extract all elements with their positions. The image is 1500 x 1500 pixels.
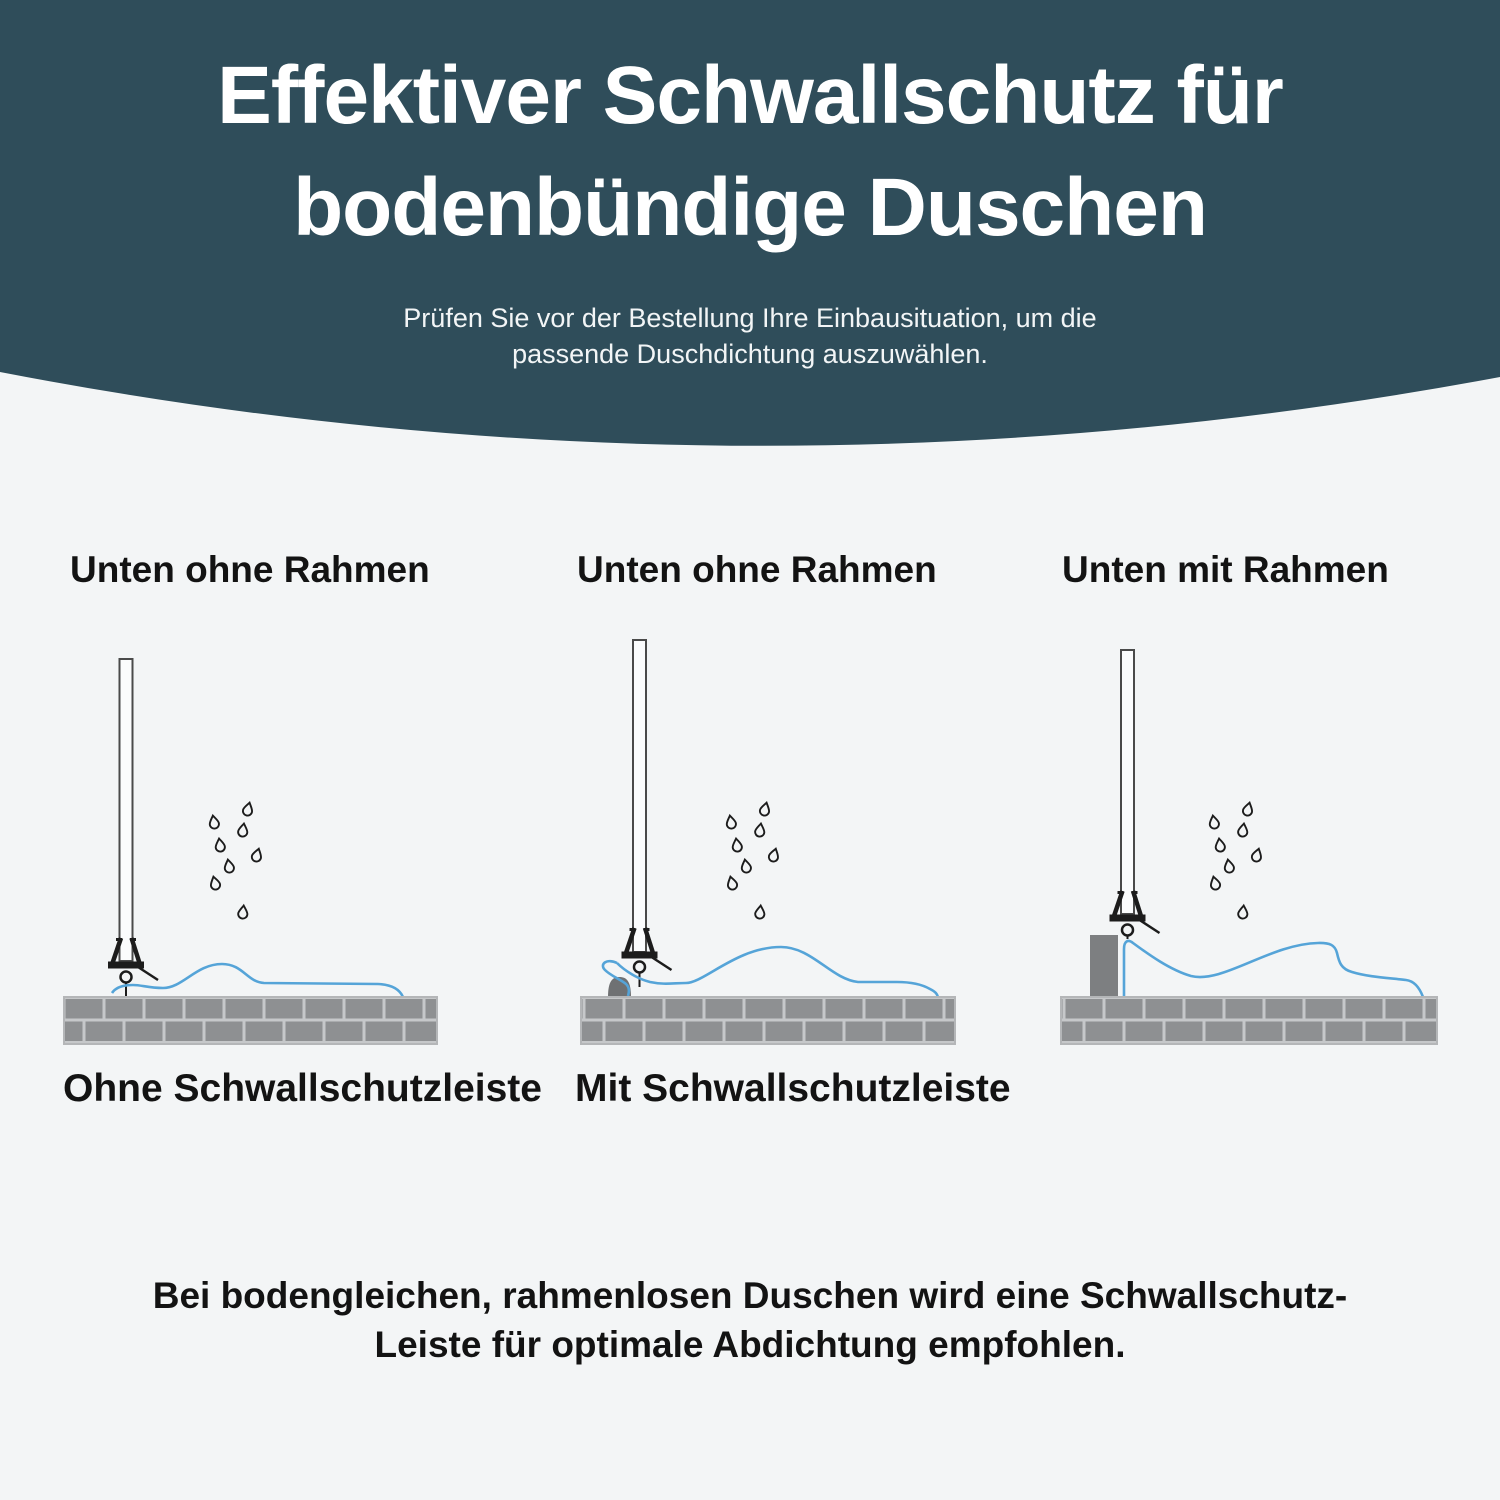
glass-panel bbox=[120, 659, 133, 961]
brick-floor bbox=[64, 997, 437, 1044]
diagram-1-label: Unten ohne Rahmen bbox=[70, 549, 430, 590]
footer-recommendation bbox=[0, 1272, 1500, 1370]
water-line bbox=[1124, 941, 1423, 997]
diagram-with-schwallschutzleiste bbox=[581, 640, 955, 1044]
diagram-1-caption: Ohne Schwallschutzleiste bbox=[63, 1067, 542, 1110]
page-title-line-1: Effektiver Schwallschutz für bbox=[217, 50, 1283, 141]
diagrams-graphic bbox=[0, 520, 1500, 1140]
glass-panel bbox=[633, 640, 646, 952]
diagram-3-label: Unten mit Rahmen bbox=[1062, 549, 1389, 590]
diagram-without-schwallschutzleiste bbox=[64, 659, 437, 1044]
footer-line-2: Leiste für optimale Abdichtung empfohlen. bbox=[374, 1323, 1126, 1365]
page-subtitle bbox=[0, 301, 1500, 373]
page-subtitle-line-1: Prüfen Sie vor der Bestellung Ihre Einbausituation, um die bbox=[403, 303, 1097, 333]
water-drops-icon bbox=[725, 802, 780, 919]
diagram-with-frame bbox=[1061, 650, 1437, 1044]
page-title-line-2: bodenbündige Duschen bbox=[293, 161, 1207, 253]
footer-line-1: Bei bodengleichen, rahmenlosen Duschen wird eine Schwallschutz- bbox=[152, 1275, 1348, 1316]
water-line bbox=[112, 964, 403, 997]
brick-floor bbox=[1061, 997, 1437, 1044]
water-drops-icon bbox=[1208, 802, 1263, 919]
page-title bbox=[0, 40, 1500, 263]
water-line bbox=[617, 947, 938, 997]
water-drops-icon bbox=[208, 802, 263, 919]
page-subtitle-line-2: passende Duschdichtung auszuwählen. bbox=[512, 338, 988, 369]
frame-block bbox=[1090, 935, 1118, 997]
brick-floor bbox=[581, 997, 955, 1044]
diagram-2-caption: Mit Schwallschutzleiste bbox=[575, 1067, 1011, 1110]
diagram-2-label: Unten ohne Rahmen bbox=[577, 549, 937, 590]
glass-panel bbox=[1121, 650, 1134, 914]
